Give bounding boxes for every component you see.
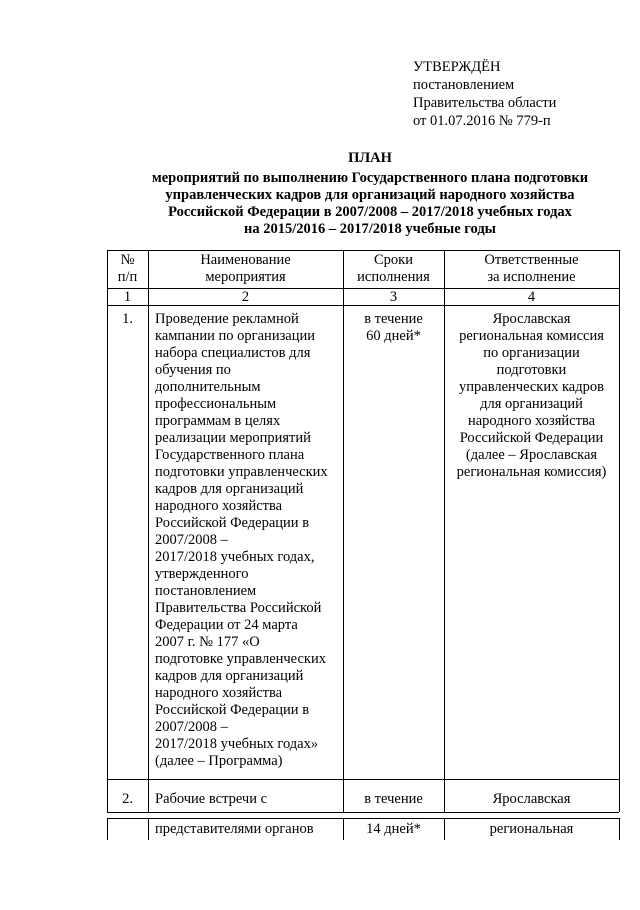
approval-line-1: УТВЕРЖДЁН xyxy=(413,59,501,75)
row2-deadline-line: в течение xyxy=(364,791,423,807)
header-num-line-2: п/п xyxy=(117,269,138,285)
row1-activity-line: Проведение рекламной xyxy=(155,311,299,327)
row1-responsible xyxy=(444,311,619,481)
title-line-1: мероприятий по выполнению Государственного плана подготовки xyxy=(151,170,589,186)
row1-deadline-line: в течение xyxy=(364,311,423,327)
row1-activity-line: подготовки управленческих xyxy=(155,464,328,480)
row3-deadline-line: 14 дней* xyxy=(366,821,421,837)
title-line-2: управленческих кадров для организаций народного хозяйства xyxy=(165,187,575,203)
row3-responsible-line: региональная xyxy=(489,821,574,837)
row2-responsible xyxy=(444,791,619,808)
row2-deadline xyxy=(343,791,444,808)
row1-responsible-line: подготовки xyxy=(496,362,567,378)
row1-activity-line: реализации мероприятий xyxy=(155,430,311,446)
table-border-top xyxy=(107,250,619,251)
row1-activity-line: утвержденного xyxy=(155,566,249,582)
row2-num: 2. xyxy=(122,791,133,807)
row1-deadline-line: 60 дней* xyxy=(366,328,421,344)
row1-activity-line: Российской Федерации в xyxy=(155,702,310,718)
table-row2-div1 xyxy=(148,779,149,812)
row1-activity-line: 2007/2008 – xyxy=(155,532,228,548)
title-line-3: Российской Федерации в 2007/2008 – 2017/2018 учебных годах xyxy=(168,204,572,220)
row2-activity-line: Рабочие встречи с xyxy=(155,791,268,807)
row1-responsible-line: (далее – Ярославская xyxy=(465,447,598,463)
header-responsible-line-2: за исполнение xyxy=(487,269,576,285)
row1-activity-line: 2007/2008 – xyxy=(155,719,228,735)
approval-line-3: Правительства области xyxy=(413,95,557,111)
header-deadline xyxy=(343,252,444,286)
row3-activity-line: представителями органов xyxy=(155,821,314,837)
approval-line-2: постановлением xyxy=(413,77,515,93)
row2-responsible-line: Ярославская xyxy=(492,791,571,807)
header-num xyxy=(107,252,148,286)
table-row2-bottom xyxy=(107,812,619,813)
table-row3-left xyxy=(107,818,108,840)
header-responsible-line-1: Ответственные xyxy=(484,252,579,268)
row1-activity-line: набора специалистов для xyxy=(155,345,311,361)
header-deadline-line-1: Сроки xyxy=(374,252,413,268)
row1-activity-line: 2017/2018 учебных годах, xyxy=(155,549,315,565)
row1-activity xyxy=(155,311,343,770)
row1-responsible-line: народного хозяйства xyxy=(467,413,596,429)
row1-activity-line: Российской Федерации в xyxy=(155,515,310,531)
row1-activity-line: 2017/2018 учебных годах» xyxy=(155,736,319,752)
row1-activity-line: 2007 г. № 177 «О xyxy=(155,634,260,650)
title-line-4: на 2015/2016 – 2017/2018 учебные годы xyxy=(244,221,496,237)
colnum-1: 1 xyxy=(123,289,132,305)
colnum-2: 2 xyxy=(241,289,250,305)
document-title xyxy=(100,150,640,238)
table-row3-div1 xyxy=(148,818,149,840)
row1-activity-line: кадров для организаций xyxy=(155,481,304,497)
table-row1-bottom xyxy=(107,779,619,780)
row1-activity-line: (далее – Программа) xyxy=(155,753,283,769)
row1-activity-line: постановлением xyxy=(155,583,257,599)
row1-responsible-line: Ярославская xyxy=(492,311,571,327)
row1-responsible-line: управленческих кадров xyxy=(459,379,604,395)
row1-deadline xyxy=(343,311,444,345)
row1-responsible-line: для организаций xyxy=(480,396,583,412)
row2-activity xyxy=(155,791,343,808)
row1-activity-line: дополнительным xyxy=(155,379,261,395)
row1-activity-line: Федерации от 24 марта xyxy=(155,617,298,633)
row1-responsible-line: Российской Федерации xyxy=(459,430,604,446)
table-row3-top xyxy=(107,818,619,819)
row1-activity-line: подготовке управленческих xyxy=(155,651,326,667)
header-deadline-line-2: исполнения xyxy=(357,269,430,285)
row1-activity-line: Государственного плана xyxy=(155,447,305,463)
header-num-line-1: № xyxy=(120,252,135,268)
row1-activity-line: кампании по организации xyxy=(155,328,316,344)
header-responsible xyxy=(444,252,619,286)
table-row2-right xyxy=(619,779,620,812)
row1-activity-line: кадров для организаций xyxy=(155,668,304,684)
colnum-3: 3 xyxy=(389,289,398,305)
row1-activity-line: народного хозяйства xyxy=(155,498,283,514)
row3-activity xyxy=(155,821,343,838)
row1-activity-line: народного хозяйства xyxy=(155,685,283,701)
plan-table xyxy=(100,250,620,910)
row3-responsible xyxy=(444,821,619,838)
row1-activity-line: обучения по xyxy=(155,362,231,378)
title-main: ПЛАН xyxy=(348,150,392,166)
table-border-left xyxy=(107,250,108,779)
row1-responsible-line: региональная комиссия) xyxy=(456,464,607,480)
row1-activity-line: Правительства Российской xyxy=(155,600,322,616)
table-col-divider-1 xyxy=(148,250,149,779)
header-activity-line-2: мероприятия xyxy=(205,269,286,285)
table-border-right xyxy=(619,250,620,779)
row3-deadline xyxy=(343,821,444,838)
colnum-4: 4 xyxy=(527,289,536,305)
row1-activity-line: профессиональным xyxy=(155,396,277,412)
table-row3-right xyxy=(619,818,620,840)
row1-responsible-line: по организации xyxy=(483,345,580,361)
header-activity-line-1: Наименование xyxy=(200,252,291,268)
row1-responsible-line: региональная комиссия xyxy=(459,328,604,344)
approval-line-4: от 01.07.2016 № 779-п xyxy=(413,113,551,129)
approval-block xyxy=(413,58,556,130)
row1-num: 1. xyxy=(122,311,133,327)
row1-activity-line: программам в целях xyxy=(155,413,281,429)
header-activity xyxy=(148,252,343,286)
